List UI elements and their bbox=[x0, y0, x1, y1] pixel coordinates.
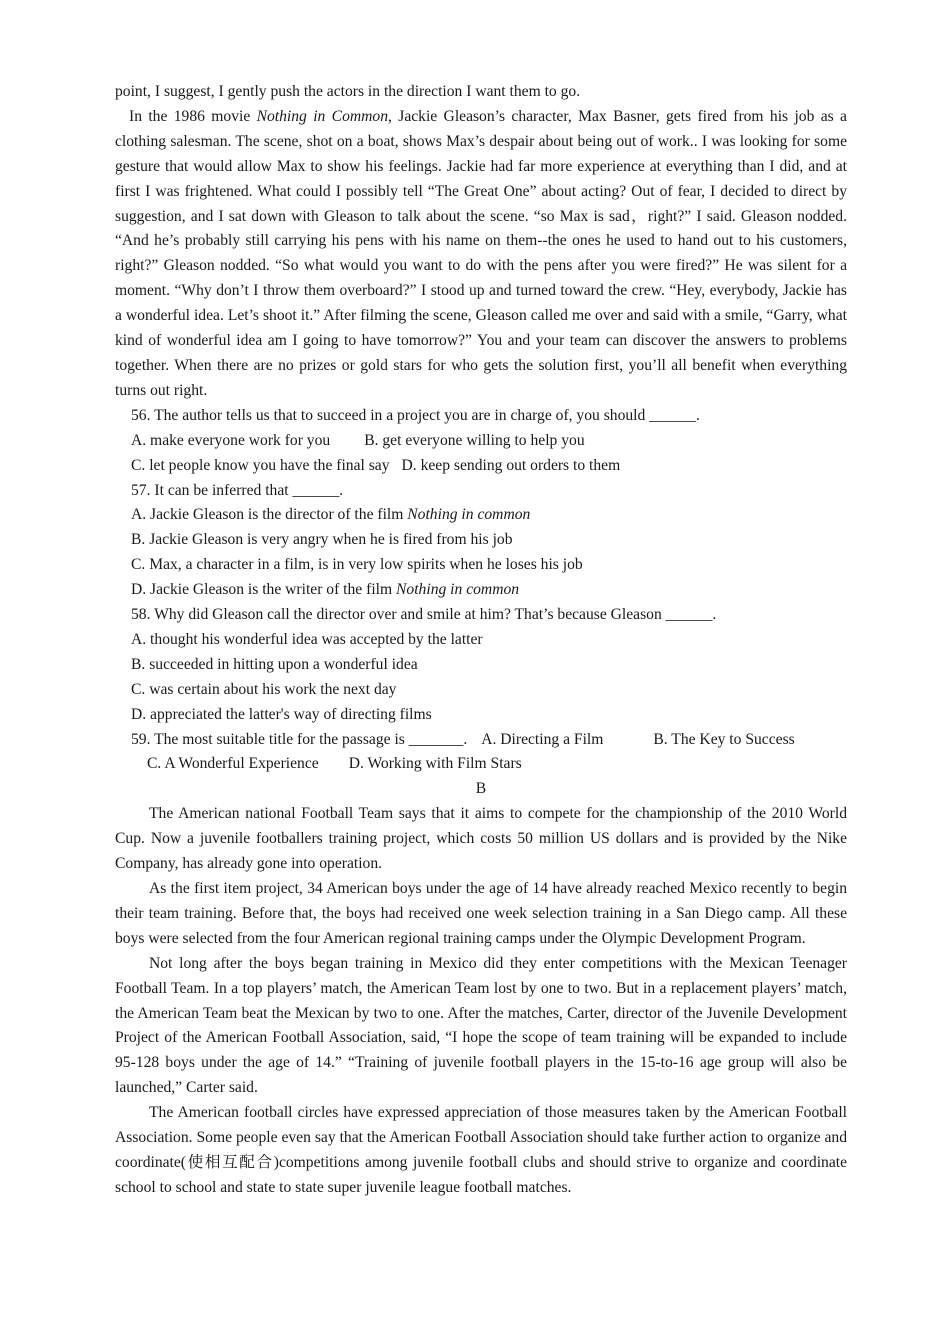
question-58: 58. Why did Gleason call the director over and smile at him? That’s because Gleason ______. bbox=[131, 606, 717, 624]
option-58a: A. thought his wonderful idea was accepted by the latter bbox=[131, 630, 483, 648]
option-58d: D. appreciated the latter's way of directing films bbox=[131, 705, 432, 723]
option-57c: C. Max, a character in a film, is in very low spirits when he loses his job bbox=[131, 556, 583, 574]
option-56d: D. keep sending out orders to them bbox=[401, 456, 621, 474]
option-59d: D. Working with Film Stars bbox=[348, 755, 522, 773]
question-57: 57. It can be inferred that ______. bbox=[131, 481, 344, 499]
section-heading-b: B bbox=[475, 780, 487, 798]
question-59-row bbox=[115, 728, 847, 753]
passage-a-fragment: point, I suggest, I gently push the actors in the direction I want them to go. bbox=[115, 83, 581, 100]
passage-b-paragraph-2: As the first item project, 34 American boys under the age of 14 have already reached Mexico recently to begin their team training. Before that, the boys had received one week selection training in a San Diego camp. All these boys were selected from the four American regional training camps under the Olympic Development Program. bbox=[115, 880, 847, 947]
passage-b-paragraph-1: The American national Football Team says that it aims to compete for the championship of the 2010 World Cup. Now a juvenile footballers training project, which costs 50 million US dollars and is provided by the Nike Company, has already gone into operation. bbox=[115, 805, 847, 873]
option-59c: C. A Wonderful Experience bbox=[147, 755, 319, 773]
option-58c: C. was certain about his work the next day bbox=[131, 680, 397, 698]
passage-a-paragraph bbox=[115, 105, 847, 404]
option-57d-title: Nothing in common bbox=[396, 581, 520, 599]
question-59: 59. The most suitable title for the passage is _______. bbox=[131, 730, 468, 748]
option-56c: C. let people know you have the final say bbox=[131, 456, 390, 474]
question-59-options-row2 bbox=[115, 752, 847, 777]
question-56-options-row2 bbox=[115, 454, 847, 479]
option-59b: B. The Key to Success bbox=[653, 730, 795, 748]
paragraph-body: , Jackie Gleason’s character, Max Basner, gets fired from his job as a clothing salesman. The scene, shot on a boat, shows Max’s despair about being out of work.. I was looking for some gesture that would allow Max to show his feelings. Jackie had far more experience at everything than I did, and at first I was frightened. What could I possibly tell “The Great One” about acting? Out of fear, I decided to direct by suggestion, and I sat down with Gleason to talk about the scene. “so Max is sad，right?” I said. Gleason nodded. “And he’s probably still carrying his pens with his name on them--the ones he used to hand out to his customers, right?” Gleason nodded. “So what would you want to do with the pens after you were fired?” He was silent for a moment. “Why don’t I throw them overboard?” I stood up and turned toward the crew. “Hey, everybody, Jackie has a wonderful idea. Let’s shoot it.” After filming the scene, Gleason called me over and said with a smile, “Garry, what kind of wonderful idea am I going to have tomorrow?” You and your team can discover the answers to problems together. When there are no prizes or gold stars for who gets the solution first, you’ll all benefit when everything turns out right. bbox=[115, 107, 847, 399]
passage-b-paragraph-3: Not long after the boys began training in Mexico did they enter competitions with the Mexican Teenager Football Team. In a top players’ match, the American Team lost by one to two. But in a replacement players’ match, the American Team beat the Mexican by two to one. After the matches, Carter, director of the Juvenile Development Project of the American Football Association, said, “I hope the scope of team training will be expanded to include 95-128 boys under the age of 14.” “Training of juvenile football players in the 15-to-16 age group will also be launched,” Carter said. bbox=[115, 954, 847, 1097]
option-57d-text: D. Jackie Gleason is the writer of the film bbox=[131, 581, 397, 599]
option-56b: B. get everyone willing to help you bbox=[364, 431, 585, 449]
paragraph-lead: In the 1986 movie bbox=[129, 107, 257, 125]
document-page bbox=[115, 80, 847, 1201]
film-title: Nothing in Common bbox=[256, 107, 388, 125]
option-57a-title: Nothing in common bbox=[407, 506, 531, 524]
option-58b: B. succeeded in hitting upon a wonderful idea bbox=[131, 655, 418, 673]
question-56: 56. The author tells us that to succeed in a project you are in charge of, you should ______. bbox=[131, 406, 700, 424]
option-57d bbox=[115, 578, 847, 603]
option-57b: B. Jackie Gleason is very angry when he is fired from his job bbox=[131, 531, 513, 549]
passage-b-paragraph-4: The American football circles have expressed appreciation of those measures taken by the American Football Association. Some people even say that the American Football Association should take further action to organize and coordinate(使相互配合)competitions among juvenile football clubs and should strive to organize and coordinate school to school and state to state super juvenile league football matches. bbox=[115, 1104, 847, 1196]
option-57a-text: A. Jackie Gleason is the director of the film bbox=[131, 506, 408, 524]
question-56-options-row1 bbox=[115, 429, 847, 454]
option-59a: A. Directing a Film bbox=[481, 730, 604, 748]
option-57a bbox=[115, 503, 847, 528]
option-56a: A. make everyone work for you bbox=[131, 431, 331, 449]
